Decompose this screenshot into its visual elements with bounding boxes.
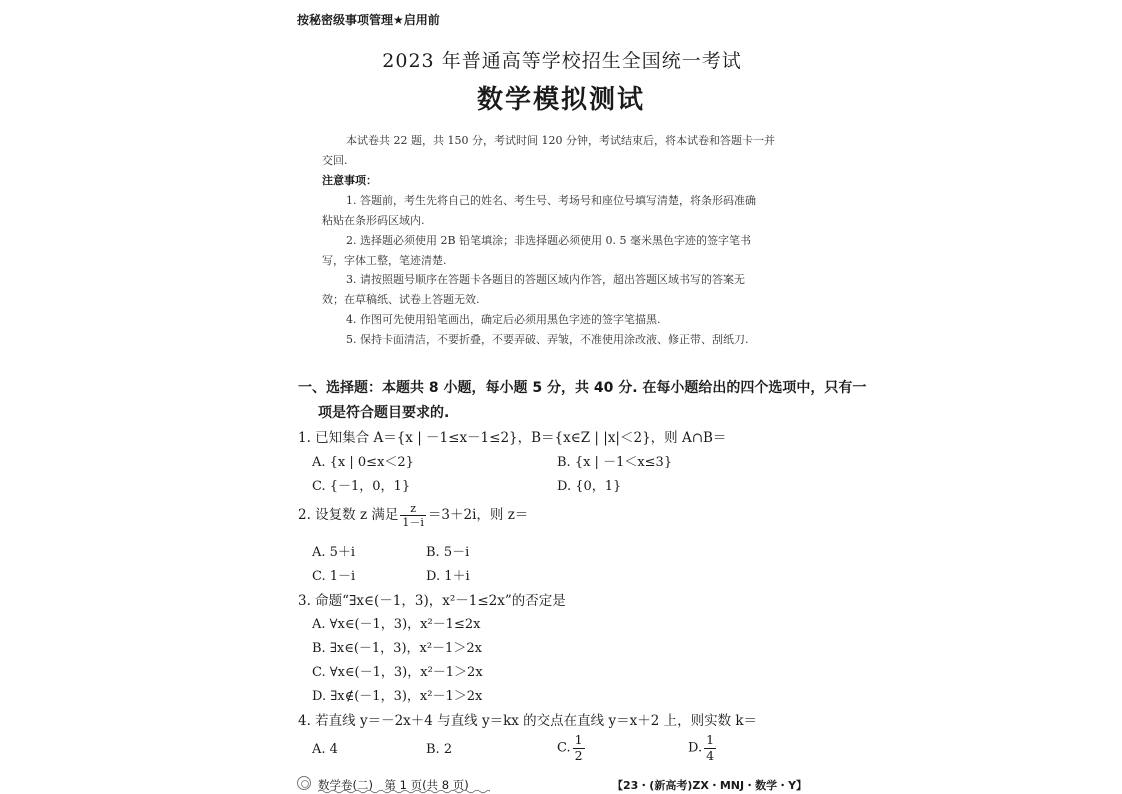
- section-heading-line-2: 项是符合题目要求的.: [318, 405, 450, 421]
- question-3-option-b: B. ∃x∈(－1，3)，x²－1＞2x: [312, 641, 482, 656]
- question-2-option-c: C. 1－i: [312, 569, 356, 584]
- question-3-option-d: D. ∃x∉(－1，3)，x²－1＞2x: [312, 689, 483, 704]
- question-2-option-d: D. 1＋i: [426, 569, 470, 584]
- question-2-option-b: B. 5－i: [426, 545, 470, 560]
- subject-title: 数学模拟测试: [476, 85, 645, 115]
- footer-page-info: 数学卷(二) 第 1 页(共 8 页): [318, 778, 469, 792]
- note-5: 5. 保持卡面清洁，不要折叠，不要弄破、弄皱，不准使用涂改液、修正带、刮纸刀.: [346, 333, 749, 346]
- question-4-stem: 4. 若直线 y＝－2x＋4 与直线 y＝kx 的交点在直线 y＝x＋2 上，则实数 k＝: [298, 713, 758, 729]
- question-2-option-a: A. 5＋i: [312, 545, 356, 560]
- question-4-option-a: A. 4: [312, 742, 338, 757]
- question-2-stem-suffix: ＝3＋2i，则 z＝: [427, 507, 529, 523]
- question-3-option-a: A. ∀x∈(－1，3)，x²－1≤2x: [312, 617, 481, 632]
- question-1-option-b: B. {x | －1＜x≤3}: [557, 455, 673, 470]
- question-1-stem: 1. 已知集合 A＝{x | －1≤x－1≤2}，B＝{x∈Z | |x|＜2}，则 A∩B＝: [298, 430, 727, 446]
- question-4-option-d-denominator: 4: [706, 747, 715, 763]
- notes-heading: 注意事项：: [322, 174, 377, 187]
- question-4-option-c-label: C.: [557, 740, 571, 756]
- note-2-line-2: 写，字体工整，笔迹清楚.: [322, 254, 447, 267]
- question-4-option-c-numerator: 1: [574, 732, 583, 747]
- question-4-option-d-numerator: 1: [706, 732, 715, 747]
- question-2-stem-prefix: 2. 设复数 z 满足: [298, 507, 399, 523]
- exam-title-text: 2023 年普通高等学校招生全国统一考试: [382, 50, 742, 72]
- note-3-line-1: 3. 请按照题号顺序在答题卡各题目的答题区域内作答，超出答题区域书写的答案无: [346, 273, 745, 286]
- note-3-line-2: 效；在草稿纸、试卷上答题无效.: [322, 293, 480, 306]
- question-1-option-a: A. {x | 0≤x＜2}: [312, 455, 414, 470]
- question-1-option-c: C. {－1，0，1}: [312, 479, 411, 494]
- intro-line-2: 交回.: [322, 154, 348, 167]
- question-4-option-c: [557, 734, 587, 762]
- question-2-fraction-denominator: 1－i: [402, 516, 424, 529]
- question-4-option-d: [688, 734, 718, 762]
- question-2-stem: [298, 503, 528, 528]
- intro-line-1: 本试卷共 22 题，共 150 分，考试时间 120 分钟，考试结束后，将本试卷和答题卡一并: [346, 134, 775, 147]
- question-2-fraction-numerator: z: [410, 502, 417, 515]
- footer-paper-code: 【23・(新高考)ZX・MNJ・数学・Y】: [612, 779, 808, 792]
- question-4-option-d-fraction: [704, 734, 716, 762]
- question-1-option-d: D. {0，1}: [557, 479, 622, 494]
- question-4-option-c-denominator: 2: [574, 747, 583, 763]
- question-2-fraction: [400, 503, 426, 528]
- exam-title: [0, 46, 1122, 73]
- note-1-line-1: 1. 答题前，考生先将自己的姓名、考生号、考场号和座位号填写清楚，将条形码准确: [346, 194, 756, 207]
- note-4: 4. 作图可先使用铅笔画出，确定后必须用黑色字迹的签字笔描黑.: [346, 313, 661, 326]
- page-seal-icon: [297, 776, 311, 790]
- question-3-stem: 3. 命题“∃x∈(－1，3)，x²－1≤2x”的否定是: [298, 593, 566, 609]
- confidentiality-label: 按秘密级事项管理★启用前: [297, 13, 440, 27]
- question-4-option-c-fraction: [573, 734, 585, 762]
- section-heading-line-1: 一、选择题：本题共 8 小题，每小题 5 分，共 40 分. 在每小题给出的四个选项中，只有一: [298, 380, 867, 396]
- question-4-option-b: B. 2: [426, 742, 453, 757]
- question-3-option-c: C. ∀x∈(－1，3)，x²－1＞2x: [312, 665, 483, 680]
- footer-wavy-underline: [318, 789, 490, 794]
- note-2-line-1: 2. 选择题必须使用 2B 铅笔填涂；非选择题必须使用 0. 5 毫米黑色字迹的签字笔书: [346, 234, 752, 247]
- question-4-option-d-label: D.: [688, 740, 703, 756]
- note-1-line-2: 粘贴在条形码区域内.: [322, 214, 425, 227]
